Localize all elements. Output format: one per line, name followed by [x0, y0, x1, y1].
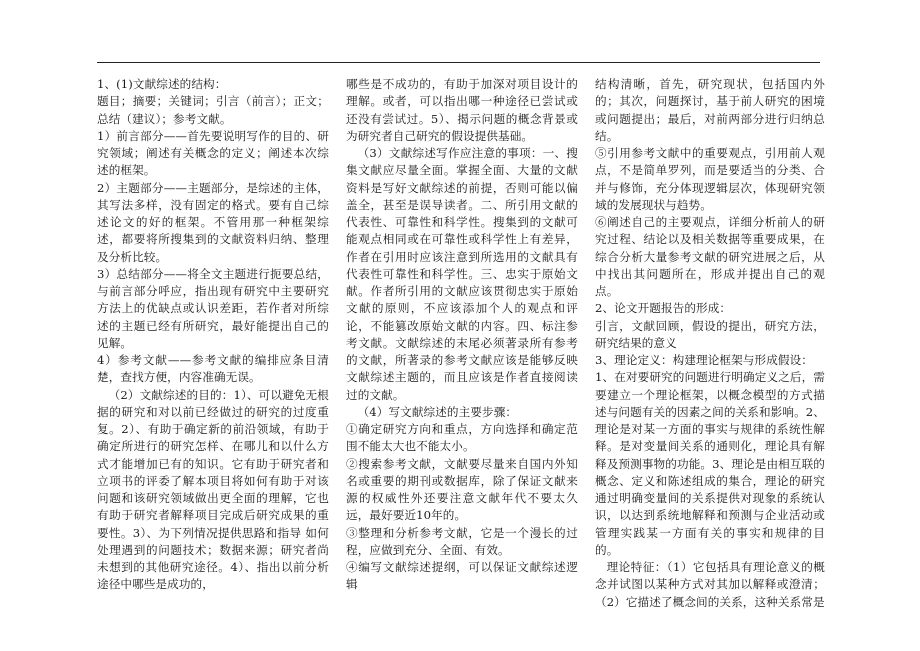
paragraph: 3、理论定义：构建理论框架与形成假设：	[595, 353, 813, 367]
paragraph: ②搜索参考文献，文献要尽量来自国内外知名或重要的期刊或数据库，除了保证文献来源的权威性外还要注意文献年代不要太久远，最好要近10年的。	[346, 456, 578, 523]
paragraph: 2）主题部分——主题部分，是综述的主体，其写法多样，没有固定的格式。要有自己综述论文的好的框架。不管用那一种框架综述，都要将所搜集到的文献资料归纳、整理及分析比较。	[97, 180, 329, 264]
text-column-3	[595, 76, 825, 611]
paragraph: 理论特征：（1）它包括具有理论意义的概念并试图以某种方式对其加以解释或澄清；（2）它描述了概念间的关系，这种关系常是	[595, 560, 825, 609]
paragraph: 题目；摘要；关键词；引言（前言）；正文；总结（建议）；参考文献。	[97, 94, 329, 126]
paragraph: 4）参考文献——参考文献的编排应条目清楚，查找方便，内容准确无误。	[97, 353, 329, 385]
paragraph: 3）总结部分——将全文主题进行扼要总结，与前言部分呼应，指出现有研究中主要研究方法上的优缺点或认识差距，若作者对所综述的主题已经有所研究，最好能提出自己的见解。	[97, 266, 329, 350]
paragraph: 2、论文开题报告的形成：	[595, 301, 732, 316]
paragraph: 引言，文献回顾，假设的提出，研究方法，研究结果的意义	[595, 318, 825, 350]
paragraph: （3）文献综述写作应注意的事项：一、搜集文献应尽量全面。掌握全面、大量的文献资料是写好文献综述的前提，否则可能以偏盖全，甚至是误导读者。二、所引用文献的代表性、可靠性和科学性。搜集到的文献可能观点相同或在可靠性或科学性上有差异，作者在引用时应该注意到所选用的文献具有代表性可靠性和科学性。三、忠实于原始文献。作者所引用的文献应该贯彻忠实于原始文献的原则，不应该添加个人的观点和评论，不能篡改原始文献的内容。四、标注参考文献。文献综述的末尾必须著录所有参考的文献，所著录的参考文献应该是能够反映文献综述主题的，而且应该是作者直接阅读过的文献。	[346, 146, 578, 402]
paragraph: 哪些是不成功的，有助于加深对项目设计的理解。或者，可以指出哪一种途径已尝试或还没有尝试过。5）、揭示问题的概念背景或为研究者自己研究的假设提供基础。	[346, 77, 578, 143]
text-column-1	[97, 76, 329, 594]
text-column-2	[346, 76, 578, 594]
paragraph: 1、在对要研究的问题进行明确定义之后，需要建立一个理论框架，以概念模型的方式描述与问题有关的因素之间的关系和影响。2、理论是对某一方面的事实与规律的系统性解释。是对变量间关系的通则化，理论具有解释及预测事物的功能。3、理论是由相互联的概念、定义和陈述组成的集合，理论的研究通过明确变量间的关系提供对现象的系统认识，以达到系统地解释和预测与企业活动或管理实践某一方面有关的事实和规律的目的。	[595, 370, 825, 557]
paragraph: 结构清晰，首先，研究现状，包括国内外的；其次，问题探讨，基于前人研究的困境或问题提出；最后，对前两部分进行归纳总结。	[595, 77, 825, 143]
paragraph: ⑥阐述自己的主要观点，详细分析前人的研究过程、结论以及相关数据等重要成果，在综合分析大量参考文献的研究进展之后，从中找出其问题所在，形成并提出自己的观点。	[595, 215, 825, 298]
paragraph: 1）前言部分——首先要说明写作的目的、研究领域；阐述有关概念的定义；阐述本次综述的框架。	[97, 128, 329, 178]
paragraph: ①确定研究方向和重点，方向选择和确定范围不能太大也不能太小。	[346, 422, 578, 454]
paragraph: ④编写文献综述提纲，可以保证文献综述逻辑	[346, 560, 578, 592]
paragraph: ⑤引用参考文献中的重要观点，引用前人观点，不是简单罗列，而是要适当的分类、合并与修饰，充分体现逻辑层次，体现研究领域的发展现状与趋势。	[595, 146, 825, 212]
paragraph: ③整理和分析参考文献，它是一个漫长的过程，应做到充分、全面、有效。	[346, 525, 578, 557]
paragraph: （4）写文献综述的主要步骤：	[357, 404, 518, 419]
paragraph: 1、(1)文献综述的结构：	[97, 77, 227, 91]
paragraph: （2）文献综述的目的：1）、可以避免无根据的研究和对以前已经做过的研究的过度重复。2）、有助于确定新的前沿领域，有助于确定所进行的研究怎样、在哪儿和以什么方式才能增加已有的知识。它有助于研究者和立项书的评委了解本项目将如何有助于对该问题和该研究领域做出更全面的理解，它也有助于研究者解释项目完成后研究成果的重要性。3）、为下列情况提供思路和指导 如何处理遇到的问题技术；数据来源；研究者尚未想到的其他研究途径。4）、指出以前分析途径中哪些是成功的，	[97, 387, 329, 592]
top-rule	[97, 62, 820, 63]
